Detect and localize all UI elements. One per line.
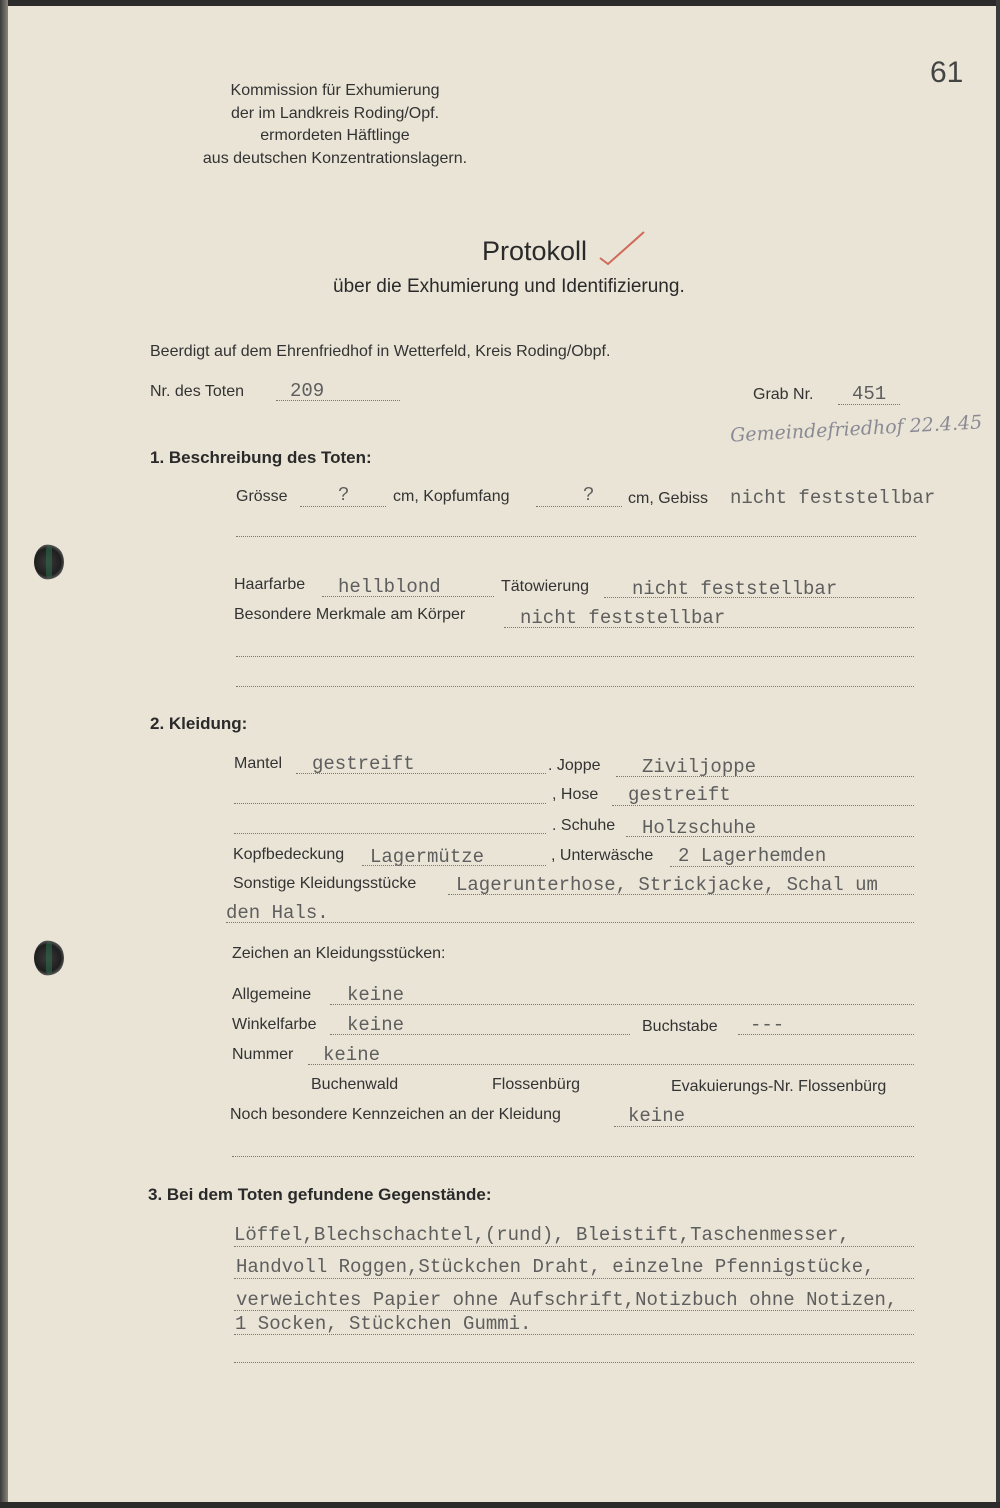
kopfumfang-value: ? <box>583 484 595 506</box>
buchenwald-label: Buchenwald <box>311 1076 399 1093</box>
section2-heading: 2. Kleidung: <box>150 714 248 733</box>
section1-heading: 1. Beschreibung des Toten: <box>150 448 372 467</box>
header-line-2: der im Landkreis Roding/Opf. <box>230 104 440 122</box>
taetowierung-label: Tätowierung <box>501 578 590 595</box>
haarfarbe-label: Haarfarbe <box>234 576 306 593</box>
red-check-mark-icon <box>598 228 648 268</box>
nummer-value: keine <box>323 1044 381 1066</box>
commission-header <box>150 80 520 170</box>
section3-heading: 3. Bei dem Toten gefundene Gegenstände: <box>148 1185 492 1204</box>
gegenstaende-line1: Löffel,Blechschachtel,(rund), Bleistift,Taschenmesser, <box>234 1224 850 1246</box>
header-line-1: Kommission für Exhumierung <box>230 82 440 99</box>
hose-label: , Hose <box>552 786 599 803</box>
burial-line: Beerdigt auf dem Ehrenfriedhof in Wetterfeld, Kreis Roding/Obpf. <box>150 343 611 360</box>
groesse-label: Grösse <box>236 488 288 505</box>
punch-hole-icon <box>34 544 64 580</box>
sonstige-label: Sonstige Kleidungsstücke <box>233 875 417 892</box>
handwritten-note: Gemeindefriedhof 22.4.45 <box>729 411 983 447</box>
unterwaesche-label: , Unterwäsche <box>551 847 654 864</box>
scan-edge-bottom <box>0 1502 1000 1508</box>
noch-value: keine <box>628 1105 686 1127</box>
schuhe-label: . Schuhe <box>552 817 616 834</box>
gebiss-value: nicht feststellbar <box>730 487 936 509</box>
joppe-value: Ziviljoppe <box>642 756 757 778</box>
page-number: 61 <box>930 56 964 89</box>
allgemeine-label: Allgemeine <box>232 986 312 1003</box>
buchstabe-value: --- <box>750 1014 785 1036</box>
header-line-4: aus deutschen Konzentrationslagern. <box>202 149 468 167</box>
unterwaesche-value: 2 Lagerhemden <box>678 845 827 867</box>
kopfumfang-label: cm, Kopfumfang <box>393 488 510 505</box>
merkmale-label: Besondere Merkmale am Körper <box>234 606 466 623</box>
gebiss-label: cm, Gebiss <box>628 490 709 507</box>
taetowierung-value: nicht feststellbar <box>632 578 838 600</box>
gegenstaende-line4: 1 Socken, Stückchen Gummi. <box>235 1313 532 1335</box>
mantel-value: gestreift <box>312 753 415 775</box>
punch-hole-icon <box>34 940 64 976</box>
mantel-label: Mantel <box>234 755 283 772</box>
hose-value: gestreift <box>628 784 731 806</box>
evakuierung-label: Evakuierungs-Nr. Flossenbürg <box>671 1078 887 1095</box>
header-line-3: ermordeten Häftlinge <box>260 127 410 144</box>
gegenstaende-line3: verweichtes Papier ohne Aufschrift,Notizbuch ohne Notizen, <box>236 1289 898 1311</box>
zeichen-label: Zeichen an Kleidungsstücken: <box>232 945 446 962</box>
allgemeine-value: keine <box>347 984 405 1006</box>
buchstabe-label: Buchstabe <box>642 1018 718 1035</box>
joppe-label: . Joppe <box>548 757 601 774</box>
sonstige-value-line2: den Hals. <box>226 902 329 924</box>
winkelfarbe-label: Winkelfarbe <box>232 1016 317 1033</box>
haarfarbe-value: hellblond <box>338 576 441 598</box>
page-title: Protokoll <box>482 236 588 266</box>
scan-edge-right <box>996 0 1000 1508</box>
merkmale-value: nicht feststellbar <box>520 607 726 629</box>
nr-value: 209 <box>290 380 325 402</box>
nummer-label: Nummer <box>232 1046 294 1063</box>
grab-label: Grab Nr. <box>753 386 814 403</box>
schuhe-value: Holzschuhe <box>642 817 757 839</box>
gegenstaende-line2: Handvoll Roggen,Stückchen Draht, einzelne Pfennigstücke, <box>236 1256 875 1278</box>
flossenburg-label: Flossenbürg <box>492 1076 581 1093</box>
scan-edge-top <box>0 0 1000 6</box>
kopfbedeckung-value: Lagermütze <box>370 846 485 868</box>
page-subtitle: über die Exhumierung und Identifizierung. <box>333 276 685 297</box>
scan-edge-left <box>0 0 8 1508</box>
nr-label: Nr. des Toten <box>150 383 244 400</box>
sonstige-value-line1: Lagerunterhose, Strickjacke, Schal um <box>456 874 878 896</box>
noch-label: Noch besondere Kennzeichen an der Kleidung <box>230 1106 561 1123</box>
kopfbedeckung-label: Kopfbedeckung <box>233 846 345 863</box>
winkelfarbe-value: keine <box>347 1014 405 1036</box>
groesse-value: ? <box>338 484 350 506</box>
grab-value: 451 <box>852 383 887 405</box>
